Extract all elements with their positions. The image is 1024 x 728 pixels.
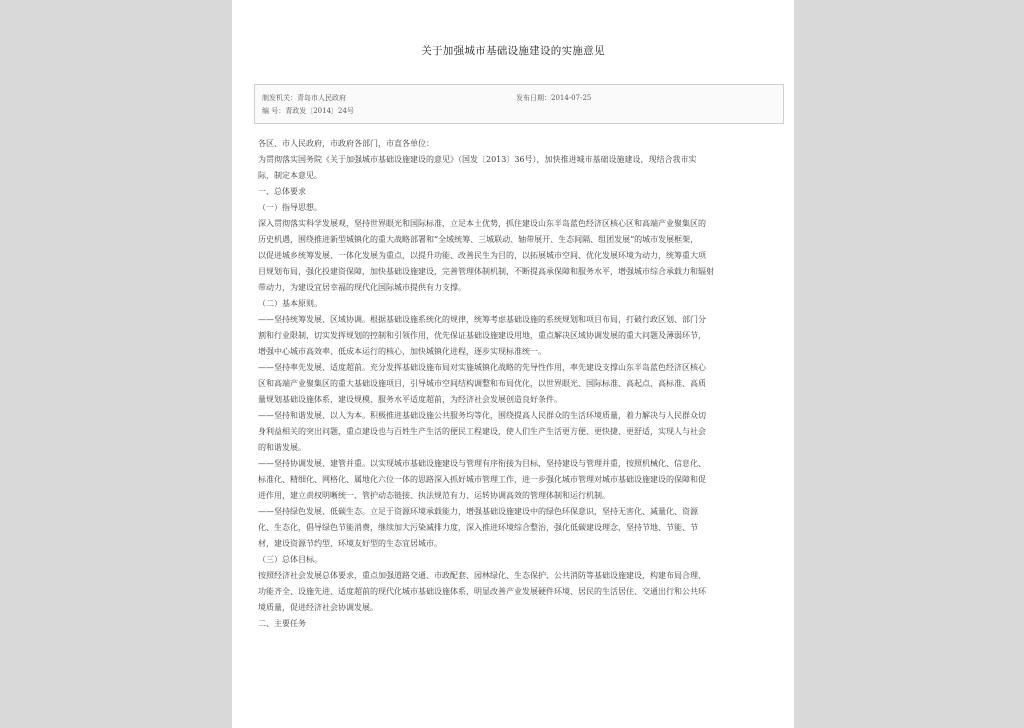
body-line: 历史机遇，围绕推进新型城镇化的重大战略部署和“全域统筹、三城联动、轴带展开、生态间隔、组团发展”的城市发展框架， xyxy=(258,235,699,244)
body-line: ——坚持和谐发展、以人为本。积极推进基础设施公共服务均等化，围绕提高人民群众的生活环境质量，着力解决与人民群众切 xyxy=(258,411,706,420)
body-line: ——坚持统筹发展、区域协调。根据基础设施系统化的规律，统筹考虑基础设施的系统规划和项目布局，打破行政区划、部门分 xyxy=(258,315,706,324)
body-line: 的和谐发展。 xyxy=(258,443,306,452)
document-body xyxy=(258,136,778,632)
body-line: 量规划基础设施体系，建设规模、服务水平适度超前，为经济社会发展创造良好条件。 xyxy=(258,395,562,404)
body-line: 为贯彻落实国务院《关于加强城市基础设施建设的意见》（国发〔2013〕36号），加快推进城市基础设施建设，现结合我市实 xyxy=(258,155,697,164)
subsection-heading: （一）指导思想。 xyxy=(258,203,322,212)
body-line: 境质量，促进经济社会协调发展。 xyxy=(258,603,378,612)
body-line: 标准化、精细化、网格化、属地化六位一体的思路深入抓好城市管理工作，进一步强化城市管理对城市基础设施建设的保障和促 xyxy=(258,475,706,484)
subsection-heading: （三）总体目标。 xyxy=(258,555,322,564)
meta-number: 编 号：青政发〔2014〕24号 xyxy=(262,107,354,115)
body-line: 身利益相关的突出问题，重点建设也与百姓生产生活的便民工程建设，使人们生产生活更方便、更快捷、更舒适，实现人与社会 xyxy=(258,427,706,436)
document-meta-box xyxy=(254,84,784,124)
body-line: 带动力，为建设宜居幸福的现代化国际城市提供有力支撑。 xyxy=(258,283,466,292)
body-line: 以促进城乡统筹发展、一体化发展为重点，以提升功能、改善民生为目的，以拓展城市空间、优化发展环境为动力，统筹重大项 xyxy=(258,251,706,260)
section-heading: 一、总体要求 xyxy=(258,187,306,196)
section-heading: 二、主要任务 xyxy=(258,619,306,628)
body-line: 功能齐全、设施先进、适度超前的现代化城市基础设施体系，明显改善产业发展硬件环境、居民的生活居住、交通出行和公共环 xyxy=(258,587,706,596)
body-line: 按照经济社会发展总体要求，重点加强道路交通、市政配套、园林绿化、生态保护、公共消防等基础设施建设，构建布局合理、 xyxy=(258,571,706,580)
body-line: ——坚持率先发展、适度超前。充分发挥基础设施布局对实施城镇化战略的先导性作用，率先建设支撑山东半岛蓝色经济区核心 xyxy=(258,363,706,372)
meta-date: 发布日期：2014-07-25 xyxy=(516,94,592,102)
body-line: 增强中心城市高效率、低成本运行的核心，加快城镇化进程，逐步实现标准统一。 xyxy=(258,347,546,356)
document-page xyxy=(232,0,794,728)
document-title: 关于加强城市基础设施建设的实施意见 xyxy=(421,45,605,57)
body-line: 目规划布局，强化投建资保障，加快基础设施建设，完善管理体制机制，不断提高承保障和服务水平，增强城市综合承载力和辐射 xyxy=(258,267,714,276)
subsection-heading: （二）基本原则。 xyxy=(258,299,322,308)
body-line: 割和行业限制，切实发挥规划的控制和引领作用，优先保证基础设施建设用地，重点解决区域协调发展的重大问题及薄弱环节， xyxy=(258,331,706,340)
body-line: 化、生态化，倡导绿色节能消费，继续加大污染减排力度，深入推进环境综合整治，强化低碳建设理念，坚持节地、节能、节 xyxy=(258,523,698,532)
body-line: ——坚持绿色发展、低碳生态。立足于资源环境承载能力，增强基础设施建设中的绿色环保意识，坚持无害化、减量化、资源 xyxy=(258,507,698,516)
body-line: 材，建设资源节约型、环境友好型的生态宜居城市。 xyxy=(258,539,442,548)
body-line: 际，制定本意见。 xyxy=(258,171,322,180)
body-line: 区和高端产业聚集区的重大基础设施项目，引导城市空间结构调整和布局优化，以世界眼光、国际标准、高起点、高标准、高质 xyxy=(258,379,706,388)
body-line: 深入贯彻落实科学发展观，坚持世界眼光和国际标准，立足本土优势，抓住建设山东半岛蓝色经济区核心区和高端产业聚集区的 xyxy=(258,219,706,228)
meta-issuer: 制发机关：青岛市人民政府 xyxy=(262,94,346,102)
body-line: 进作用，建立责权明晰统一、管护动态链接、执法规范有力、运转协调高效的管理体制和运行机制。 xyxy=(258,491,610,500)
body-line: ——坚持协调发展、建管并重。以实现城市基础设施建设与管理有序衔接为目标，坚持建设与管理并重，按照机械化、信息化、 xyxy=(258,459,706,468)
body-line: 各区、市人民政府，市政府各部门，市直各单位： xyxy=(258,139,434,148)
